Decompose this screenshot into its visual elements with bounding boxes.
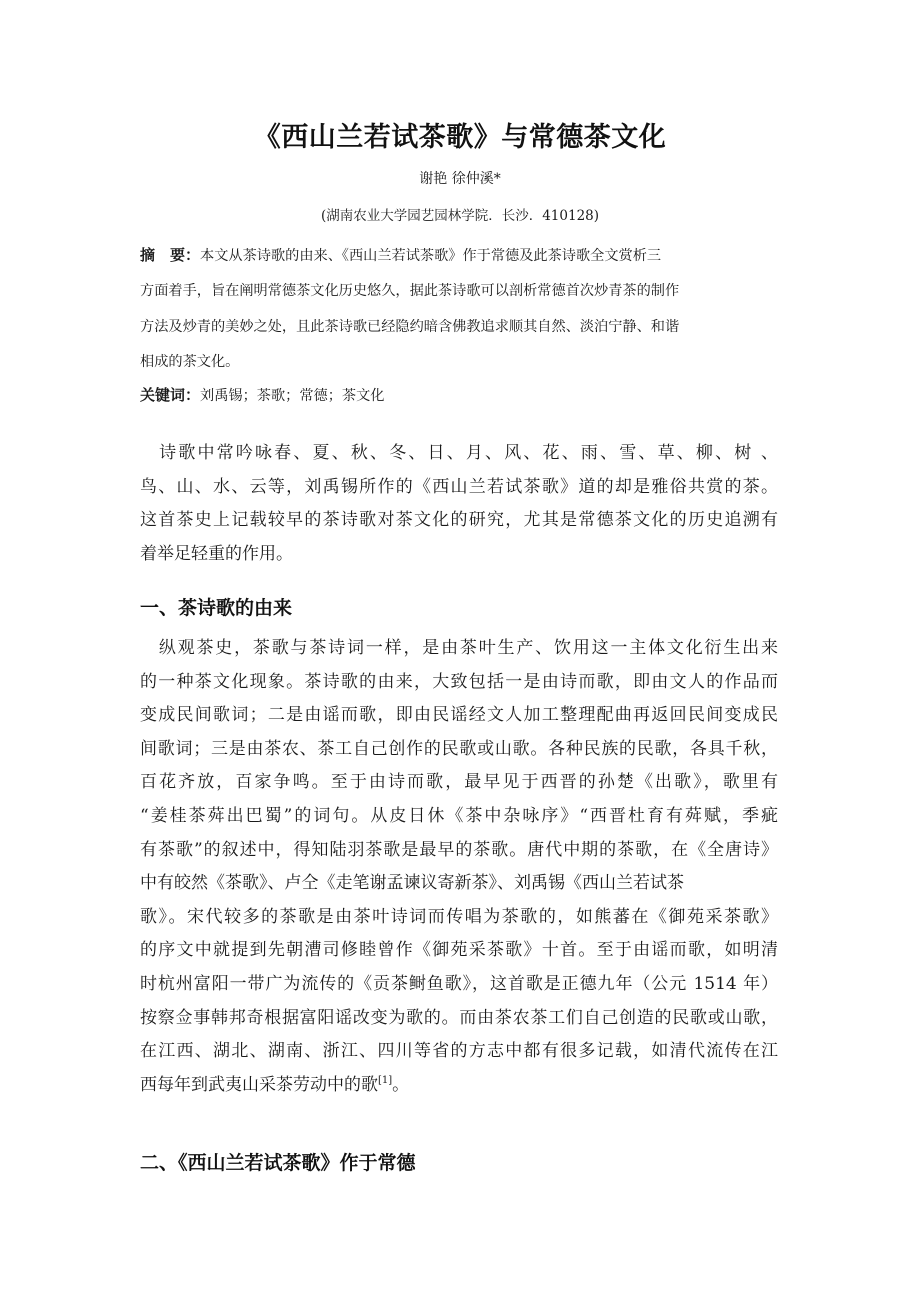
- keywords: [140, 384, 770, 405]
- text-line: “姜桂茶荈出巴蜀”的词句。从皮日休《茶中杂咏序》“西晋杜育有荈赋，季疵: [140, 805, 778, 826]
- text-line: 着举足轻重的作用。: [140, 543, 293, 564]
- text-line: 鸟、山、水、云等，刘禹锡所作的《西山兰若试茶歌》道的却是雅俗共赏的茶。: [140, 476, 778, 497]
- text-line: 的一种茶文化现象。茶诗歌的由来，大致包括一是由诗而歌，即由文人的作品而: [140, 671, 778, 692]
- text-line: 百花齐放，百家争鸣。至于由诗而歌，最早见于西晋的孙楚《出歌》，歌里有: [140, 772, 778, 793]
- section1-paragraph: [140, 632, 778, 1102]
- text-line: 诗歌中常吟咏春、夏、秋、冬、日、月、风、花、雨、雪、草、柳、树 、: [140, 443, 778, 463]
- text-line: 有茶歌”的叙述中，得知陆羽茶歌是最早的茶歌。唐代中期的茶歌，在《全唐诗》: [140, 839, 778, 860]
- abstract-line: 方面着手，旨在阐明常德茶文化历史悠久，据此茶诗歌可以剖析常德首次炒青茶的制作: [140, 283, 680, 300]
- text-line: 的序文中就提到先朝漕司修睦曾作《御苑采茶歌》十首。至于由谣而歌，如明清: [140, 940, 778, 961]
- authors: 谢艳 徐仲溪*: [419, 171, 501, 187]
- citation-ref[interactable]: [1]: [378, 1074, 393, 1086]
- abstract-line: 相成的茶文化。: [140, 353, 240, 370]
- affiliation: (湖南农业大学园艺园林学院．长沙．410128): [320, 208, 600, 224]
- text-line: [140, 1069, 778, 1103]
- text-line: 时杭州富阳一带广为流传的《贡茶鲥鱼歌》，这首歌是正德九年（公元 1514 年）: [140, 973, 778, 994]
- intro-paragraph: [140, 437, 778, 571]
- text-line: 在江西、湖北、湖南、浙江、四川等省的方志中都有很多记载，如清代流传在江: [140, 1041, 778, 1062]
- section-heading-1: 一、茶诗歌的由来: [140, 597, 293, 619]
- text-line: 按察佥事韩邦奇根据富阳谣改变为歌的。而由茶农茶工们自己创造的民歌或山歌，: [140, 1007, 778, 1028]
- keywords-text: 刘禹锡；茶歌；常德；茶文化: [200, 388, 385, 404]
- abstract-line: 本文从茶诗歌的由来、《西山兰若试茶歌》作于常德及此茶诗歌全文赏析三: [200, 248, 662, 264]
- text-line: 歌》。宋代较多的茶歌是由茶叶诗词而传唱为茶歌的，如熊蕃在《御苑采茶歌》: [140, 906, 778, 927]
- paper-title: 《西山兰若试茶歌》与常德茶文化: [253, 122, 667, 153]
- text-line: 间歌词；三是由茶农、茶工自己创作的民歌或山歌。各种民族的民歌，各具千秋，: [140, 738, 778, 759]
- abstract-label: 摘 要：: [140, 246, 201, 264]
- abstract-line: 方法及炒青的美妙之处，且此茶诗歌已经隐约暗含佛教追求顺其自然、淡泊宁静、和谐: [140, 318, 680, 335]
- text-line-content: 西每年到武夷山采茶劳动中的歌: [140, 1074, 378, 1095]
- keywords-label: 关键词：: [140, 386, 201, 404]
- text-line: 纵观茶史，茶歌与茶诗词一样，是由茶叶生产、饮用这一主体文化衍生出来: [140, 638, 778, 658]
- abstract: [140, 238, 770, 380]
- end-punct: 。: [392, 1074, 410, 1095]
- section-heading-2: 二、《西山兰若试茶歌》作于常德: [140, 1152, 416, 1174]
- text-line: 中有皎然《茶歌》、卢仝《走笔谢孟谏议寄新茶》、刘禹锡《西山兰若试茶: [140, 873, 684, 894]
- text-line: 变成民间歌词；二是由谣而歌，即由民谣经文人加工整理配曲再返回民间变成民: [140, 705, 778, 726]
- text-line: 这首茶史上记载较早的茶诗歌对茶文化的研究，尤其是常德茶文化的历史追溯有: [140, 510, 778, 531]
